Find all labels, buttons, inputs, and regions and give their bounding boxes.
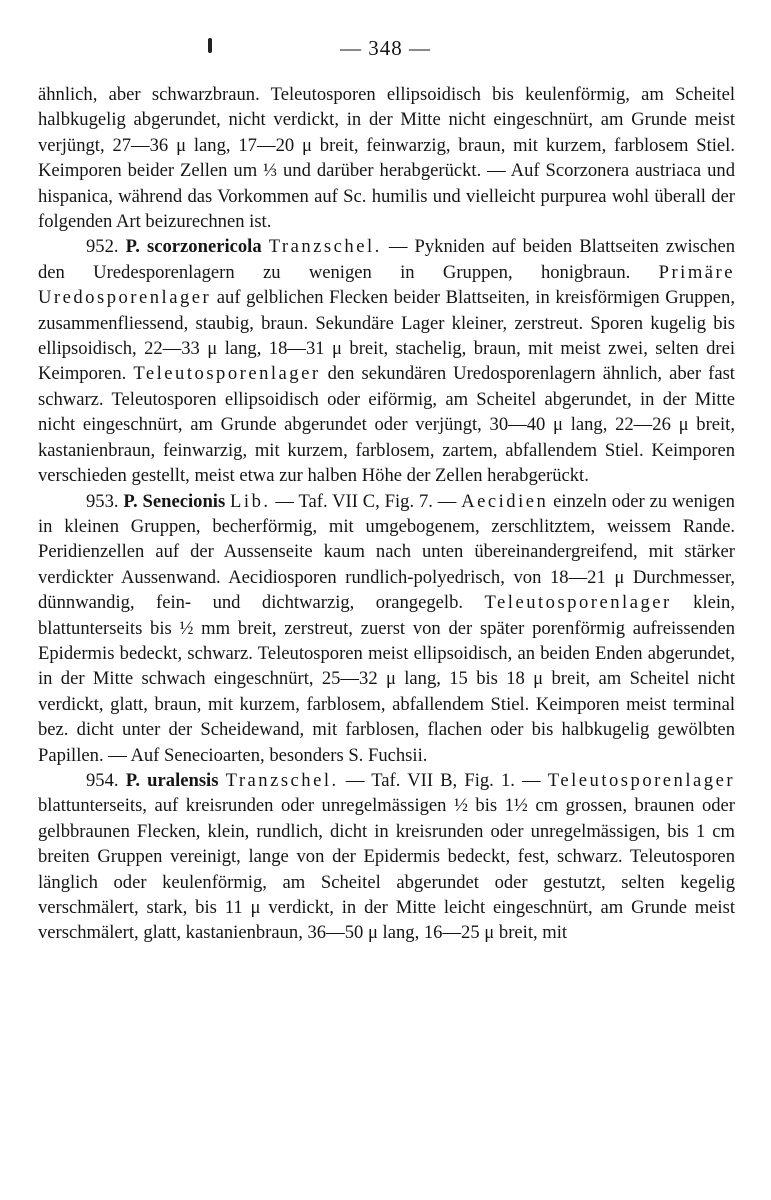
species-name: Senecionis	[142, 490, 226, 512]
entry-text: — Taf. VII C, Fig. 7. —	[275, 490, 457, 512]
entry-number: 953.	[86, 490, 119, 512]
author-name: Tranzschel.	[225, 769, 339, 791]
entry-text: blattunterseits, auf kreisrunden oder unregelmässigen ½ bis 1½ cm grossen, braunen oder gelbbraunen Flecken, klein, rundlich, dicht in kreisrunden oder unregelmässigen, bis 1 cm breiten Gruppen vereinigt, lange von der Epidermis bedeckt, fest, schwarz. Teleutosporen länglich oder keulenförmig, am Scheitel abgerundet oder gestutzt, selten kegelig verschmälert, stark, bis 11 μ verdickt, in der Mitte leicht eingeschnürt, am Grunde meist verschmälert, glatt, kastanienbraun, 36—50 μ lang, 16—25 μ breit, mit	[38, 795, 735, 944]
entry-text: — Taf. VII B, Fig. 1. —	[345, 769, 541, 791]
spaced-term: Teleutosporenlager	[484, 592, 672, 614]
entry-952	[38, 234, 735, 488]
entry-text: — Pykniden auf beiden Blattseiten zwischen den Uredesporenlagern zu wenigen in Gruppen, honigbraun.	[38, 236, 736, 283]
spaced-term: Primäre Uredosporenlager	[38, 261, 735, 309]
entry-number: 952.	[86, 236, 119, 258]
genus-name: P.	[125, 236, 140, 258]
entry-text: einzeln oder zu wenigen in kleinen Gruppen, becherförmig, mit umgebogenem, zerschlitztem, weissem Rande. Peridienzellen auf der Aussenseite kaum nach unten übereinandergreifend, mit stärker verdickter Aussenwand. Aecidiosporen rundlich-polyedrisch, von 18—21 μ Durchmesser, dünnwandig, fein- und dichtwarzig, orangegelb.	[38, 490, 735, 614]
author-name: Tranzschel.	[268, 236, 382, 258]
entry-text: auf gelblichen Flecken beider Blattseiten, in kreisförmigen Gruppen, zusammenfliessend, staubig, braun. Sekundäre Lager kleiner, zerstreut. Sporen kugelig bis ellipsoidisch, 22—33 μ lang, 18—31 μ breit, stachelig, braun, mit meist zwei, selten drei Keimporen.	[38, 287, 736, 385]
genus-name: P.	[125, 769, 141, 791]
entry-text: klein, blattunterseits bis ½ mm breit, zerstreut, zuerst von der später porenförmig aufreissenden Epidermis bedeckt, schwarz. Teleutosporen meist ellipsoidisch, an beiden Enden abgerundet, in der Mitte schwach eingeschnürt, 25—32 μ lang, 15 bis 18 μ breit, am Scheitel nicht verdickt, glatt, braun, mit kurzem, farblosem, abfallendem Stiel. Keimporen meist terminal bez. dicht unter der Scheidewand, mit farblosen, flachen oder bis halbkugelig gewölbten Papillen. — Auf Senecioarten, besonders S. Fuchsii.	[38, 592, 735, 766]
entry-number: 954.	[86, 769, 119, 791]
paragraph-text: ähnlich, aber schwarzbraun. Teleutosporen ellipsoidisch bis keulenförmig, am Scheitel halbkugelig abgerundet, nicht verdickt, in der Mitte nicht eingeschnürt, am Grunde meist verjüngt, 27—36 μ lang, 17—20 μ breit, feinwarzig, braun, mit kurzem, farblosem Stiel. Keimporen beider Zellen um ⅓ und darüber herabgerückt. — Auf Scorzonera austriaca und hispanica, während das Vorkommen auf Sc. humilis und vielleicht purpurea wohl überall der folgenden Art beizurechnen ist.	[38, 84, 735, 233]
species-name: uralensis	[147, 769, 219, 791]
paragraph-continuation	[38, 82, 735, 234]
page-body	[38, 82, 735, 946]
page-number: — 348 —	[340, 36, 431, 60]
entry-text: den sekundären Uredosporenlagern ähnlich, aber fast schwarz. Teleutosporen ellipsoidisch oder eiförmig, am Scheitel abgerundet, in der Mitte nicht eingeschnürt, am Grunde abgerundet oder verjüngt, 30—40 μ lang, 22—26 μ breit, kastanienbraun, feinwarzig, mit kurzem, farblosem, zartem, abfallendem Stiel. Keimporen verschieden gestellt, meist etwa zur halben Höhe der Zellen herabgerückt.	[38, 363, 735, 487]
genus-name: P.	[123, 490, 138, 512]
entry-953	[38, 489, 735, 768]
spaced-term: Aecidien	[461, 490, 549, 512]
spaced-term: Teleutosporenlager	[133, 363, 321, 385]
species-name: scorzonericola	[147, 236, 262, 258]
entry-954	[38, 768, 735, 946]
spaced-term: Teleutosporenlager	[547, 769, 736, 791]
author-name: Lib.	[230, 490, 271, 512]
